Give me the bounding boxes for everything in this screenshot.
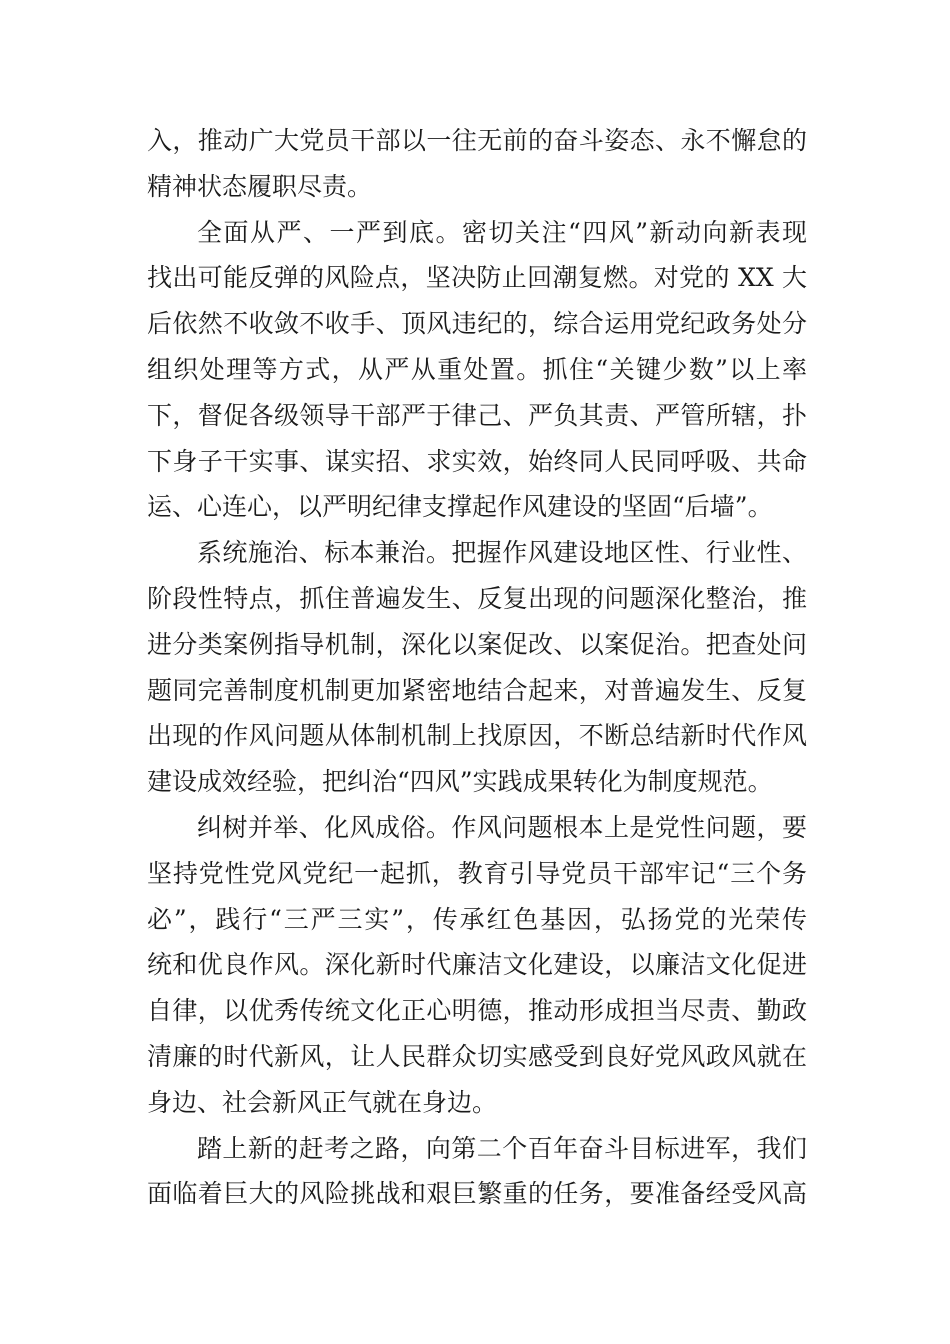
text-line: 必”，践行“三严三实”，传承红色基因，弘扬党的光荣传	[147, 904, 807, 934]
text-line: 后依然不收敛不收手、顶风违纪的，综合运用党纪政务处分	[147, 309, 807, 339]
text-line: 找出可能反弹的风险点，坚决防止回潮复燃。对党的 XX 大	[147, 263, 807, 293]
text-line: 进分类案例指导机制，深化以案促改、以案促治。把查处问	[147, 629, 807, 659]
text-line: 坚持党性党风党纪一起抓，教育引导党员干部牢记“三个务	[147, 858, 807, 888]
text-line: 精神状态履职尽责。	[147, 171, 373, 201]
paragraph-start-line: 全面从严、一严到底。密切关注“四风”新动向新表现	[197, 217, 807, 247]
text-line: 自律，以优秀传统文化正心明德，推动形成担当尽责、勤政	[147, 996, 807, 1026]
text-line: 阶段性特点，抓住普遍发生、反复出现的问题深化整治，推	[147, 583, 807, 613]
text-line: 统和优良作风。深化新时代廉洁文化建设，以廉洁文化促进	[147, 950, 807, 980]
text-line: 下身子干实事、谋实招、求实效，始终同人民同呼吸、共命	[147, 446, 807, 476]
text-line: 出现的作风问题从体制机制上找原因，不断总结新时代作风	[147, 721, 807, 751]
text-line: 下，督促各级领导干部严于律己、严负其责、严管所辖，扑	[147, 400, 807, 430]
text-line: 清廉的时代新风，让人民群众切实感受到良好党风政风就在	[147, 1041, 807, 1071]
body-text	[147, 118, 807, 1217]
text-line: 运、心连心，以严明纪律支撑起作风建设的坚固“后墙”。	[147, 492, 773, 522]
paragraph-start-line: 纠树并举、化风成俗。作风问题根本上是党性问题，要	[197, 812, 807, 842]
text-line: 建设成效经验，把纠治“四风”实践成果转化为制度规范。	[147, 767, 773, 797]
text-line: 面临着巨大的风险挑战和艰巨繁重的任务，要准备经受风高	[147, 1179, 807, 1209]
paragraph-start-line: 系统施治、标本兼治。把握作风建设地区性、行业性、	[197, 538, 807, 568]
text-line: 题同完善制度机制更加紧密地结合起来，对普遍发生、反复	[147, 675, 807, 705]
text-line: 组织处理等方式，从严从重处置。抓住“关键少数”以上率	[147, 354, 807, 384]
paragraph-start-line: 踏上新的赶考之路，向第二个百年奋斗目标进军，我们	[197, 1133, 807, 1163]
text-line: 入，推动广大党员干部以一往无前的奋斗姿态、永不懈怠的	[147, 126, 807, 155]
text-line: 身边、社会新风正气就在身边。	[147, 1087, 498, 1117]
